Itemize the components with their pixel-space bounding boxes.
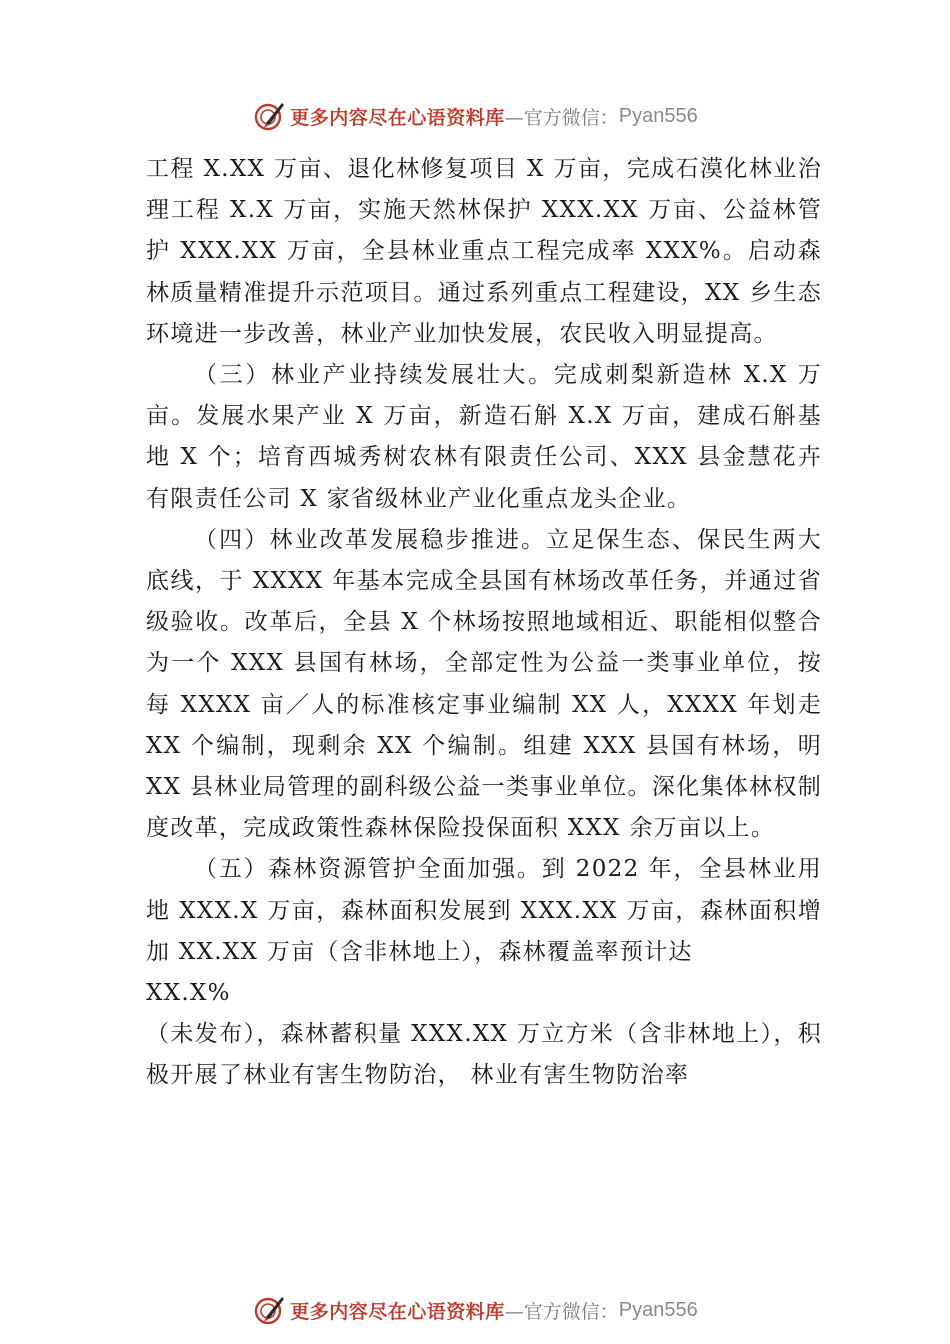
paragraph-coverage-rate: XX.X%	[146, 980, 231, 1007]
pen-seal-logo-icon	[252, 99, 286, 133]
banner-official-label: —官方微信：	[504, 106, 619, 129]
banner-brand-text: 更多内容尽在心语资料库	[290, 1300, 505, 1323]
banner-official-label: —官方微信：	[504, 1300, 619, 1323]
banner-wechat-id: Pyan556	[618, 1298, 698, 1321]
paragraph-industry: （三）林业产业持续发展壮大。完成刺梨新造林 X.X 万亩。发展水果产业 X 万亩，新造石斛 X.X 万亩，建成石斛基地 X 个；培育西城秀树农林有限责任公司、XXX 县金慧花卉有限责任公司 X 家省级林业产业化重点龙头企业。	[146, 362, 822, 512]
paragraph-reform: （四）林业改革发展稳步推进。立足保生态、保民生两大底线，于 XXXX 年基本完成全县国有林场改革任务，并通过省级验收。改革后，全县 X 个林场按照地域相近、职能相似整合为一个 XXX 县国有林场，全部定性为公益一类事业单位，按每 XXXX 亩／人的标准核定事业编制 XX 人，XXXX 年划走 XX 个编制，现剩余 XX 个编制。组建 XXX 县国有林场，明 XX 县林业局管理的副科级公益一类事业单位。深化集体林权制度改革，完成政策性森林保险投保面积 XXX 余万亩以上。	[146, 526, 822, 842]
banner-brand-text: 更多内容尽在心语资料库	[290, 106, 505, 129]
header-banner	[0, 96, 950, 136]
footer-banner	[0, 1290, 950, 1330]
document-body	[146, 149, 822, 1097]
banner-wechat-id: Pyan556	[618, 104, 698, 127]
paragraph-resources: （五）森林资源管护全面加强。到 2022 年，全县林业用地 XXX.X 万亩，森林面积发展到 XXX.XX 万亩，森林面积增加 XX.XX 万亩（含非林地上），森林覆盖率预计达	[146, 856, 822, 965]
paragraph-1: 工程 X.XX 万亩、退化林修复项目 X 万亩，完成石漠化林业治理工程 X.X 万亩，实施天然林保护 XXX.XX 万亩、公益林管护 XXX.XX 万亩，全县林业重点工程完成率 XXX%。启动森林质量精准提升示范项目。通过系列重点工程建设，XX 乡生态环境进一步改善，林业产业加快发展，农民收入明显提高。	[146, 156, 822, 347]
pen-seal-logo-icon	[252, 1293, 286, 1327]
paragraph-continuation: （未发布），森林蓄积量 XXX.XX 万立方米（含非林地上），积极开展了林业有害生物防治， 林业有害生物防治率	[146, 1021, 822, 1089]
